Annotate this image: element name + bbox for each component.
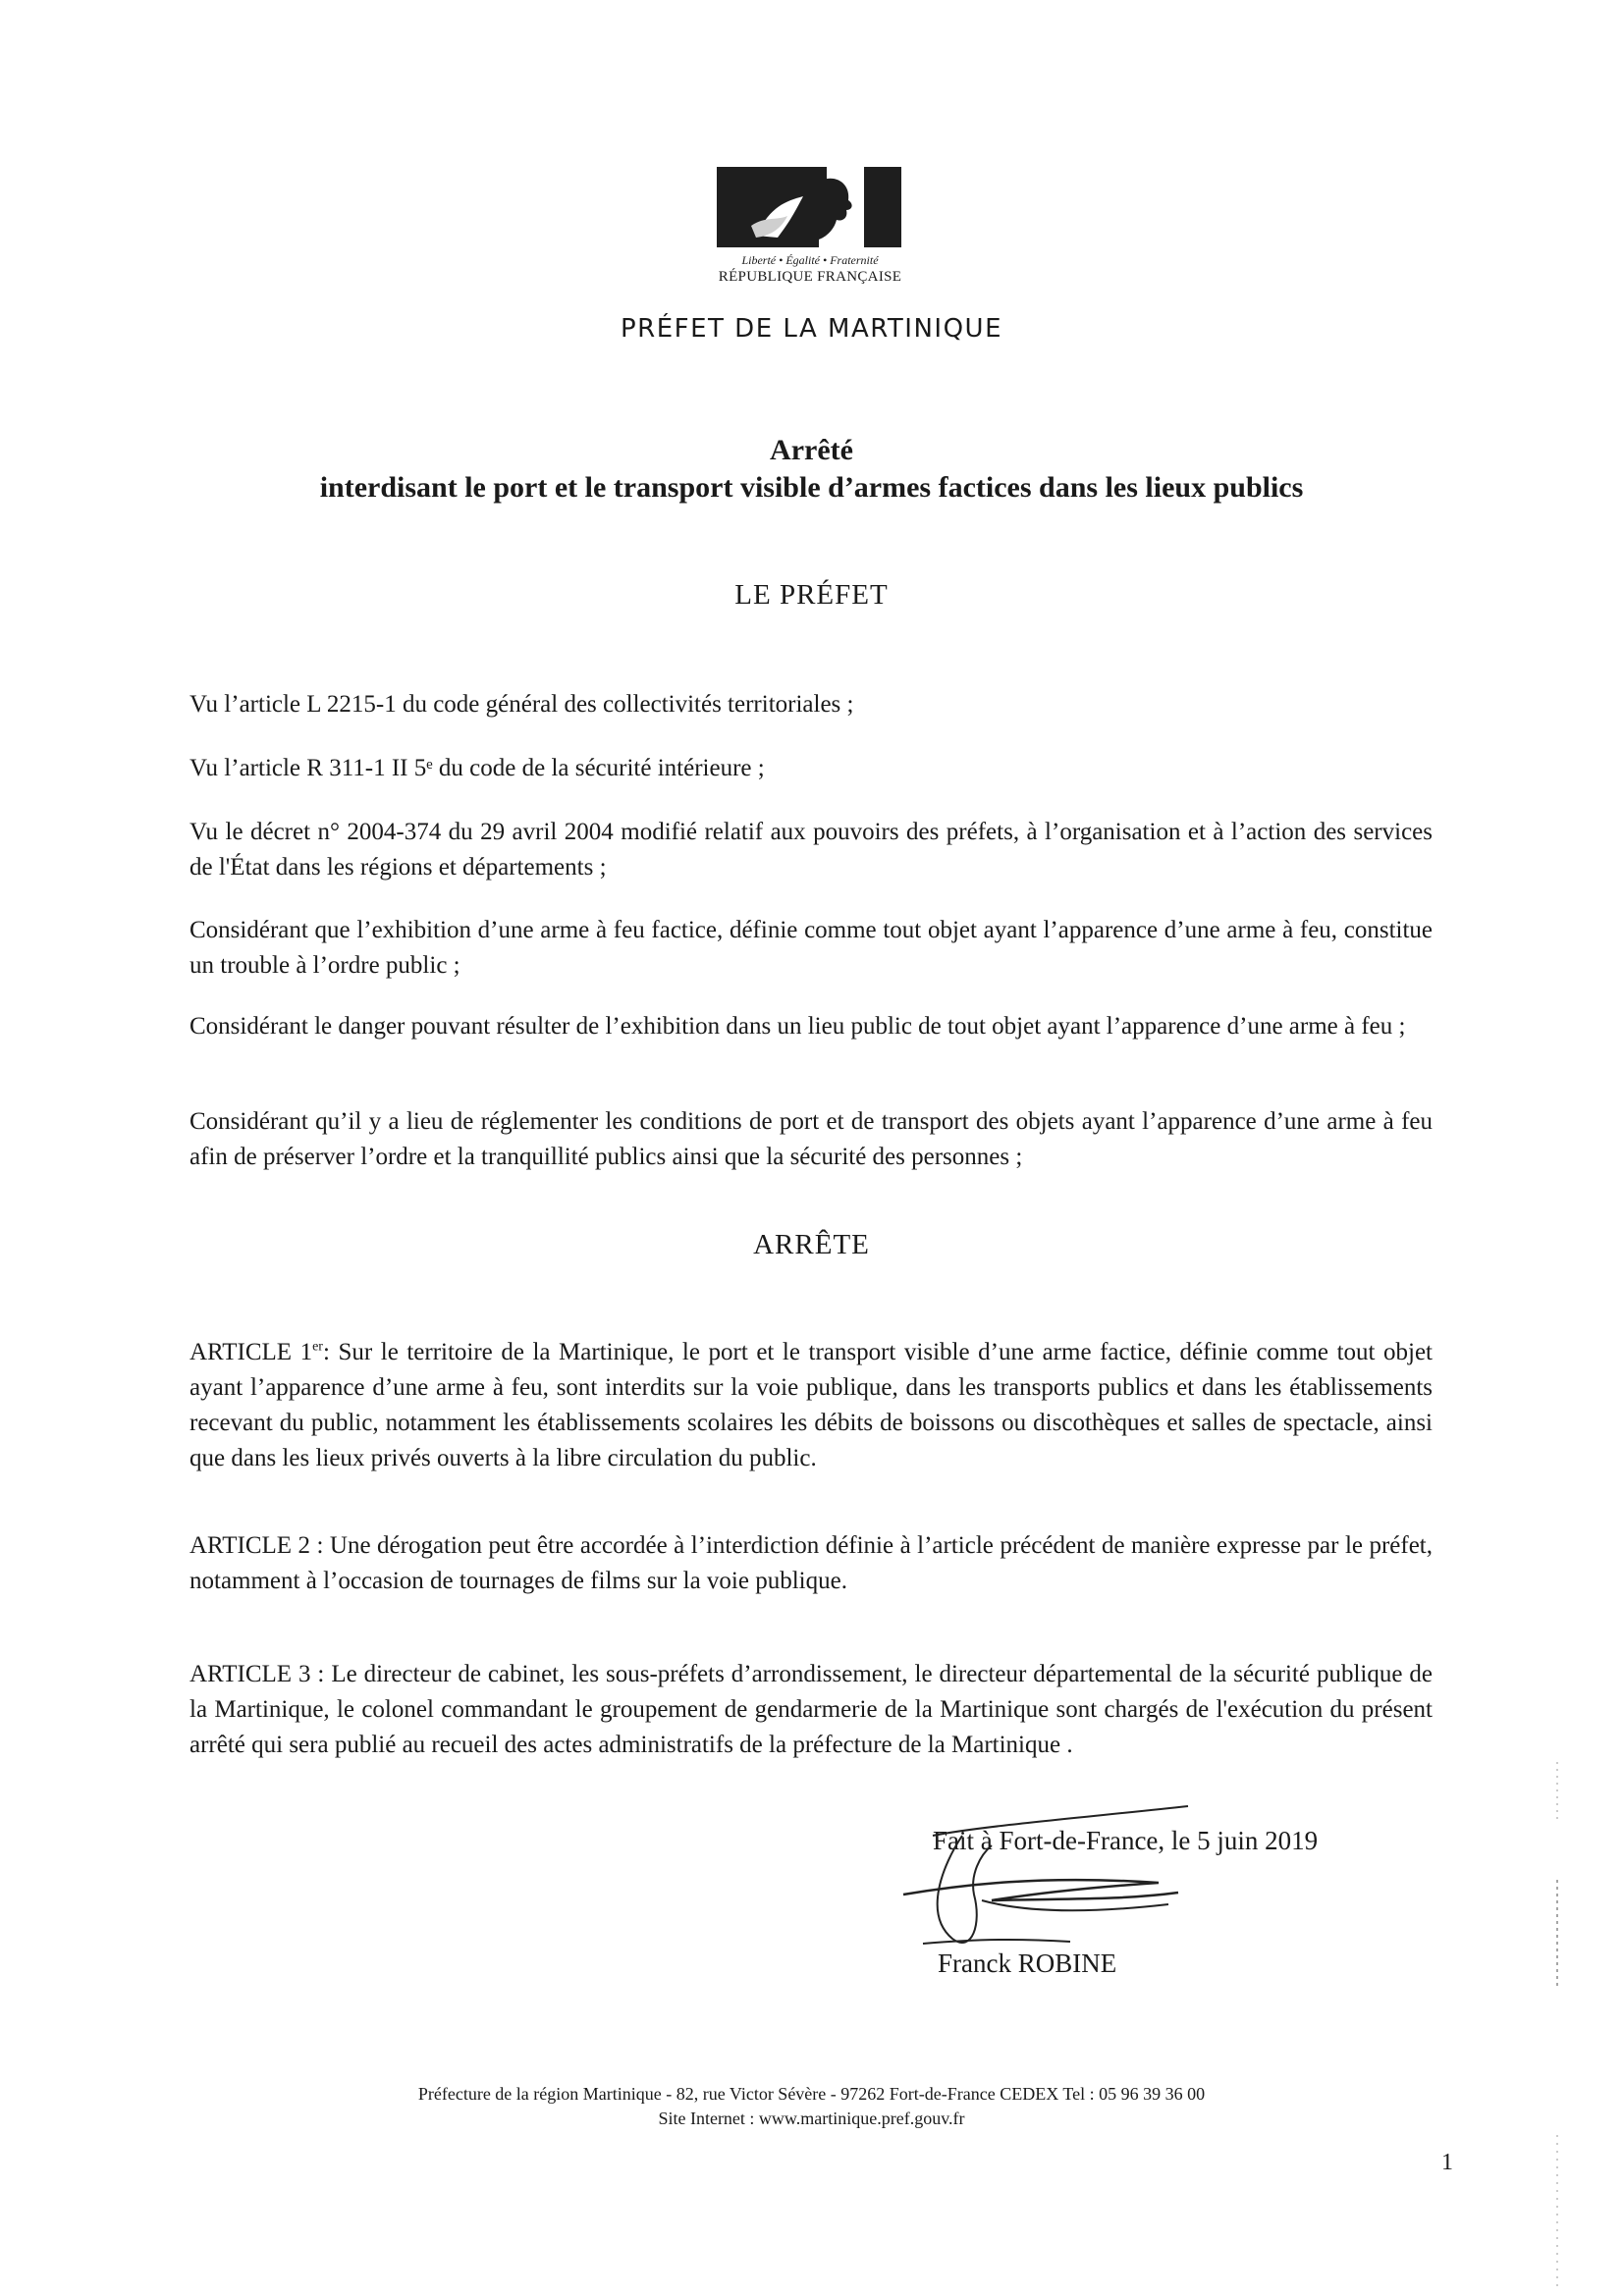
recital-2: Vu l’article R 311-1 II 5ᵉ du code de la sécurité intérieure ; <box>189 755 765 781</box>
signatory-name: Franck ROBINE <box>938 1949 1117 1978</box>
motto: Liberté • Égalité • Fraternité <box>741 253 879 267</box>
article-1-label: ARTICLE 1 <box>189 1339 313 1365</box>
document-title: Arrêté <box>770 434 853 466</box>
article-2 <box>189 1528 1433 1599</box>
recital-3: Vu le décret n° 2004-374 du 29 avril 2004 modifié relatif aux pouvoirs des préfets, à l’organisation et à l’action des services de l'État dans les régions et départements ; <box>189 819 1433 881</box>
article-3-label: ARTICLE 3 : <box>189 1661 325 1687</box>
recital-6: Considérant qu’il y a lieu de réglementer les conditions de port et de transport des objets ayant l’apparence d’une arme à feu afin de préserver l’ordre et la tranquillité publics ainsi que la sécurité des personnes ; <box>189 1108 1433 1170</box>
footer-address: Préfecture de la région Martinique - 82, rue Victor Sévère - 97262 Fort-de-France CEDEX Tel : 05 96 39 36 00 <box>417 2084 1206 2104</box>
article-3 <box>189 1657 1433 1763</box>
footer-website: Site Internet : www.martinique.pref.gouv.fr <box>658 2109 965 2128</box>
issuer-heading: LE PRÉFET <box>734 579 889 611</box>
recital-4: Considérant que l’exhibition d’une arme à feu factice, définie comme tout objet ayant l’apparence d’une arme à feu, constitue un trouble à l’ordre public ; <box>189 917 1433 979</box>
article-3-text: Le directeur de cabinet, les sous-préfets d’arrondissement, le directeur départemental de la sécurité publique de la Martinique, le colonel commandant le groupement de gendarmerie de la Martinique sont chargés de l'exécution du présent arrêté qui sera publié au recueil des actes administratifs de la préfecture de la Martinique . <box>189 1661 1433 1758</box>
article-1 <box>189 1335 1433 1476</box>
page-number: 1 <box>1441 2150 1453 2175</box>
marianne-profile-icon <box>717 167 901 247</box>
decision-heading: ARRÊTE <box>753 1229 870 1260</box>
article-2-label: ARTICLE 2 : <box>189 1532 324 1559</box>
document-subtitle: interdisant le port et le transport visible d’armes factices dans les lieux publics <box>319 471 1304 504</box>
article-2-text: Une dérogation peut être accordée à l’interdiction définie à l’article précédent de manière expresse par le préfet, notamment à l’occasion de tournages de films sur la voie publique. <box>189 1532 1433 1594</box>
republic-name: RÉPUBLIQUE FRANÇAISE <box>718 269 902 285</box>
marianne-emblem <box>717 167 901 247</box>
place-and-date: Fait à Fort-de-France, le 5 juin 2019 <box>933 1826 1319 1855</box>
scan-edge-marks <box>1553 1762 1561 2292</box>
issuing-authority: PRÉFET DE LA MARTINIQUE <box>620 314 1003 344</box>
article-1-text: : Sur le territoire de la Martinique, le port et le transport visible d’une arme factice, définie comme tout objet ayant l’apparence d’une arme à feu, sont interdits sur la voie publique, dans les transports publics et dans les établissements recevant du public, notamment les établissements scolaires les débits de boissons ou discothèques et salles de spectacle, ainsi que dans les lieux privés ouverts à la libre circulation du public. <box>189 1339 1433 1471</box>
article-1-superscript: er <box>312 1339 323 1355</box>
recital-5: Considérant le danger pouvant résulter de l’exhibition dans un lieu public de tout objet ayant l’apparence d’une arme à feu ; <box>189 1013 1406 1040</box>
recital-1: Vu l’article L 2215-1 du code général des collectivités territoriales ; <box>189 691 854 718</box>
